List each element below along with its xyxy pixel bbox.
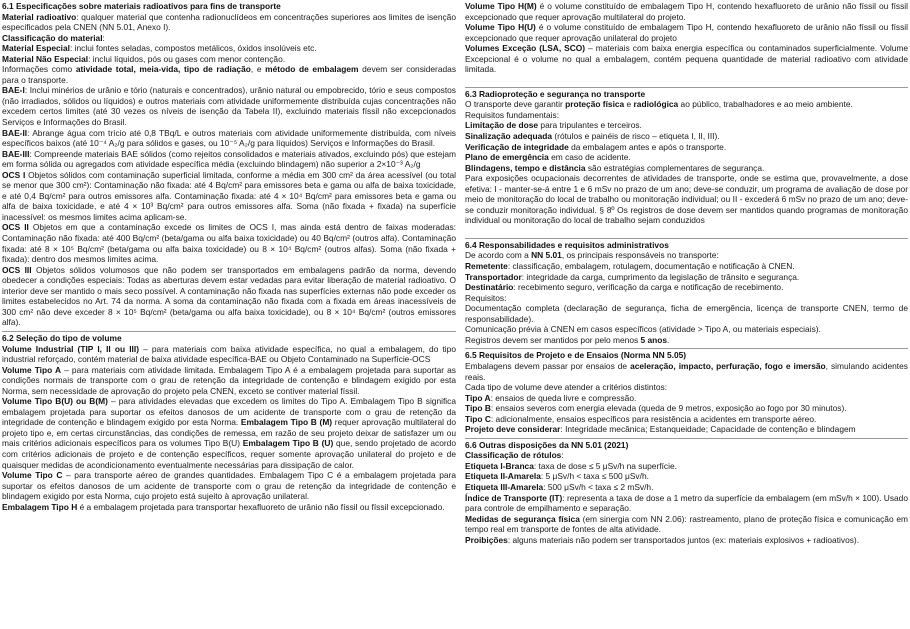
paragraph: Índice de Transporte (IT): representa a taxa de dose a 1 metro da superfície da embalagem (em mSv/h × 100). Usado para controle de empilhamento e separação. [465,492,908,514]
paragraph: Classificação de rótulos: [465,450,564,461]
paragraph: Volume Tipo C – para transporte aéreo de grandes quantidades. Embalagem Tipo C é a embalagem projetada para suportar os efeitos danosos de um acidente de transporte com o grau de retenção da integridade de contenção e blindagem exigido por esta Norma, cujo projeto está sujeito à aprovação unilateral. [2,470,456,502]
paragraph: O transporte deve garantir proteção física e radiológica ao público, trabalhadores e ao meio ambiente. [465,99,853,110]
paragraph-ocs-ii: OCS II Objetos em que a contaminação excede os limites de OCS I, mas ainda está dentro de faixas moderadas: Contaminação não fixada: até 400 Bq/cm² (beta/gama ou alfa baixa toxicidade) ou 40 Bq/cm² (outros alfa). Contaminação fixada: até 8 × 10⁵ Bq/cm² (beta/gama ou alfa baixa toxicidade) ou 8 × 10⁴ Bq/cm² (outros alfas). Soma (não fixada + fixada): dentro dos mesmos limites acima. [2,222,456,265]
paragraph: Para exposições ocupacionais decorrentes de atividades de transporte, onde se estima que, provavelmente, a dose efetiva: I - manter-se-á entre 1 e 6 mSv no prazo de um ano; deve-se conduzir, um programa de avaliação de dose por meio de monitoração do local de trabalho ou monitoração individual; ou II - excederá 6 mSv no prazo de um ano; deve-se conduzir monitoração individual. § 8º Os registros de dose devem ser mantidos quando programas de monitoração individual ou monitoração do local de trabalho sejam conduzidos [465,173,908,226]
paragraph: Volume Tipo A – para materiais com atividade limitada. Embalagem Tipo A é a embalagem projetada para suportar as condições normais de transporte com o grau de retenção da integridade de contenção e blindagem exigido por esta Norma, sem necessidade de aprovação do projeto pela CNEN, exceto se contiver material físsil. [2,364,456,396]
section-divider [465,438,908,439]
left-column [2,1,456,512]
section-6-4-title: 6.4 Responsabilidades e requisitos administrativos [465,239,669,250]
paragraph: Volumes Exceção (LSA, SCO) – materiais com baixa energia específica ou contaminados superficialmente. Volume Excepcional é o volume no qual a embalagem, contém pequena quantidade de material radioativo com atividade limitada. [465,43,909,75]
paragraph: Volume Tipo H(M) é o volume constituído de embalagem Tipo H, contendo hexafluoreto de urânio não físsil ou físsil excepcionado que requer aprovação multilateral do projeto. [465,1,908,22]
paragraph: Destinatário: recebimento seguro, verificação da carga e notificação de recebimento. [465,282,784,293]
spacer [465,226,908,235]
paragraph: Embalagens devem passar por ensaios de aceleração, impacto, perfuração, fogo e imersão, simulando acidentes reais. [465,360,908,382]
paragraph: Projeto deve considerar: Integridade mecânica; Estanqueidade; Capacidade de contenção e blindagem [465,424,856,435]
paragraph-bae-i: BAE-I: Inclui minérios de urânio e tório (naturais e concentrados), urânio natural ou empobrecido, tório e seus compostos (não irradiados, sólidos ou líquidos) e outros materiais com atividade uniformemente distribuída cujas concentrações não excedem certos limites (até 30 vezes os níveis de isenção da Tabela II), excluindo materiais físsil não excepcionados Serviços e Informações do Brasil. [2,85,456,128]
paragraph: Comunicação prévia à CNEN em casos específicos (atividade > Tipo A, ou materiais especiais). [465,324,821,335]
paragraph: De acordo com a NN 5.01, os principais responsáveis no transporte: [465,250,719,261]
section-divider [465,238,908,239]
paragraph: Tipo B: ensaios severos com energia elevada (queda de 9 metros, exposição ao fogo por 30 minutos). [465,403,847,414]
paragraph: Etiqueta II-Amarela: 5 μSv/h < taxa ≤ 500 μSv/h. [465,471,649,482]
paragraph: Etiqueta III-Amarela: 500 μSv/h < taxa ≤ 2 mSv/h. [465,481,654,492]
paragraph: Medidas de segurança física (em sinergia com NN 2.06): rastreamento, plano de proteção física e comunicação em tempo real em transporte de fontes de alta atividade. [465,513,908,535]
paragraph-ocs-i: OCS I Objetos sólidos com contaminação superficial limitada, conforme a média em 300 cm² da área acessível (ou total se menor que 300 cm²): Contaminação não fixada: até 4 Bq/cm² para emissores beta e gama ou alfa de baixa toxicidade, e até 0,4 Bq/cm² para outros emissores alfa. Contaminação fixada: até 4 × 10⁴ Bq/cm² para emissores beta e gama ou alfa de baixa toxicidade, e até 4 × 10³ Bq/cm² para outros emissores alfa. Soma (não fixada + fixada) na superfície inacessível: os mesmos limites acima aplicam-se. [2,169,456,222]
paragraph: Plano de emergência em caso de acidente. [465,152,631,163]
section-6-5-title: 6.5 Requisitos de Projeto e de Ensaios (Norma NN 5.05) [465,350,687,361]
paragraph: Requisitos fundamentais: [465,109,560,120]
section-6-1-title: 6.1 Especificações sobre materiais radioativos para fins de transporte [2,1,281,11]
paragraph: Volume Tipo B(U) ou B(M) – para atividades elevadas que excedem os limites do Tipo A. Embalagem Tipo B significa embalagem projetada para suportar os efeitos danosos de um acidente de transporte com o grau de retenção da integridade de contenção e blindagem exigido por esta Norma. Embalagem Tipo B (M) requer aprovação multilateral do projeto tipo e, em certas circunstâncias, das condições de remessa, em razão de seu projeto deixar de satisfazer um ou mais critérios adicionais específicos para os volumes Tipo B(U) Embalagem Tipo B (U) que, sendo projetado de acordo com critérios adicionais de projeto e de contenção específicos, requer somente aprovação unilateral do projeto e de quaisquer medidas de acondicionamento eventualmente necessárias para dissipação de calor. [2,396,457,470]
paragraph-bae-ii: BAE-II: Abrange água com trício até 0,8 TBq/L e outros materiais com atividade uniformemente distribuída, com níveis específicos baixos (até 10⁻⁴ A₂/g para sólidos e gases, ou 10⁻⁵ A₂/g para líquidos) Serviços e Informações do Brasil. [2,127,456,149]
paragraph: Verificação de integridade da embalagem antes e após o transporte. [465,141,727,152]
paragraph: Sinalização adequada (rótulos e painéis de risco – etiqueta I, II, III). [465,131,720,142]
section-6-6-title: 6.6 Outras disposições da NN 5.01 (2021) [465,439,629,450]
paragraph: Classificação do material: [2,32,105,43]
paragraph: Material Não Especial: inclui líquidos, pós ou gases com menor contenção. [2,53,286,64]
paragraph: Embalagem Tipo H é a embalagem projetada para transportar hexafluoreto de urânio não físsil ou físsil excepcionado. [2,501,445,512]
right-column [465,1,908,545]
paragraph: Material radioativo: qualquer material que contenha radionuclídeos em concentrações superiores aos limites de isenção especificados pela CNEN (NN 5.01, Anexo I). [2,11,456,33]
paragraph: Documentação completa (declaração de segurança, ficha de emergência, licença de transporte CNEN, termo de responsabilidade). [465,303,908,324]
section-divider [465,87,908,88]
paragraph: Informações como atividade total, meia-vida, tipo de radiação, e método de embalagem devem ser consideradas para o transporte. [2,64,457,85]
paragraph: Tipo A: ensaios de queda livre e compressão. [465,392,637,403]
spacer [465,75,908,84]
paragraph: Remetente: classificação, embalagem, rotulagem, documentação e notificação à CNEN. [465,261,795,272]
paragraph: Material Especial: inclui fontes seladas, compostos metálicos, óxidos insolúveis etc. [2,43,317,54]
paragraph: Cada tipo de volume deve atender a critérios distintos: [465,382,668,393]
paragraph: Volume Tipo H(U) é o volume constituído de embalagem Tipo H, contendo hexafluoreto de urânio não físsil ou físsil excepcionado que requer aprovação unilateral do projeto [465,22,908,43]
paragraph: Proibições: alguns materiais não podem ser transportados juntos (ex: materiais explosivos + radioativos). [465,534,860,545]
paragraph-ocs-iii: OCS III Objetos sólidos volumosos que não podem ser transportados em embalagens padrão da norma, devendo obedecer a condições especiais: Todas as aberturas devem estar vedadas para evitar liberação de material radioativo. O interior deve ser mantido o mais seco possível. A contaminação não fixada nas superfícies externas não pode exceder os limites estabelecidos no Art. 74 da norma. A soma da contaminação não fixada com a fixada em áreas inacessíveis de 300 cm² não deve exceder 8 × 10⁵ Bq/cm² (beta/gama ou alfa baixa toxicidade), ou 8 × 10⁴ Bq/cm² (outros emissores alfa). [2,264,456,328]
section-divider [2,331,456,332]
section-divider [465,348,908,349]
paragraph-bae-iii: BAE-III: Compreende materiais BAE sólidos (como rejeitos consolidados e materiais ativados, excluindo pós) que estejam em forma sólida ou agregados com atividade específica média (excluindo blindagem) não superior a 2×10⁻³ A₂/g [2,148,456,170]
paragraph: Tipo C: adicionalmente, ensaios específicos para resistência a acidentes em transporte aéreo. [465,413,817,424]
paragraph: Volume Industrial (TIP I, II ou III) – para materiais com baixa atividade específica, no qual a embalagem, do tipo industrial reforçado, contém material de baixa atividade específica-BAE ou Objeto Contaminado na Superfície-OCS [2,343,456,365]
paragraph: Requisitos: [465,292,507,303]
section-6-3-title: 6.3 Radioproteção e segurança no transporte [465,88,646,99]
paragraph: Etiqueta I-Branca: taxa de dose ≤ 5 μSv/h na superfície. [465,460,677,471]
paragraph: Registros devem ser mantidos por pelo menos 5 anos. [465,334,670,345]
section-6-2-title: 6.2 Seleção do tipo de volume [2,332,122,343]
paragraph: Transportador: integridade da carga, cumprimento da legislação de trânsito e segurança. [465,271,800,282]
paragraph: Blindagens, tempo e distância são estratégias complementares de segurança. [465,162,765,173]
paragraph: Limitação de dose para tripulantes e terceiros. [465,120,642,131]
